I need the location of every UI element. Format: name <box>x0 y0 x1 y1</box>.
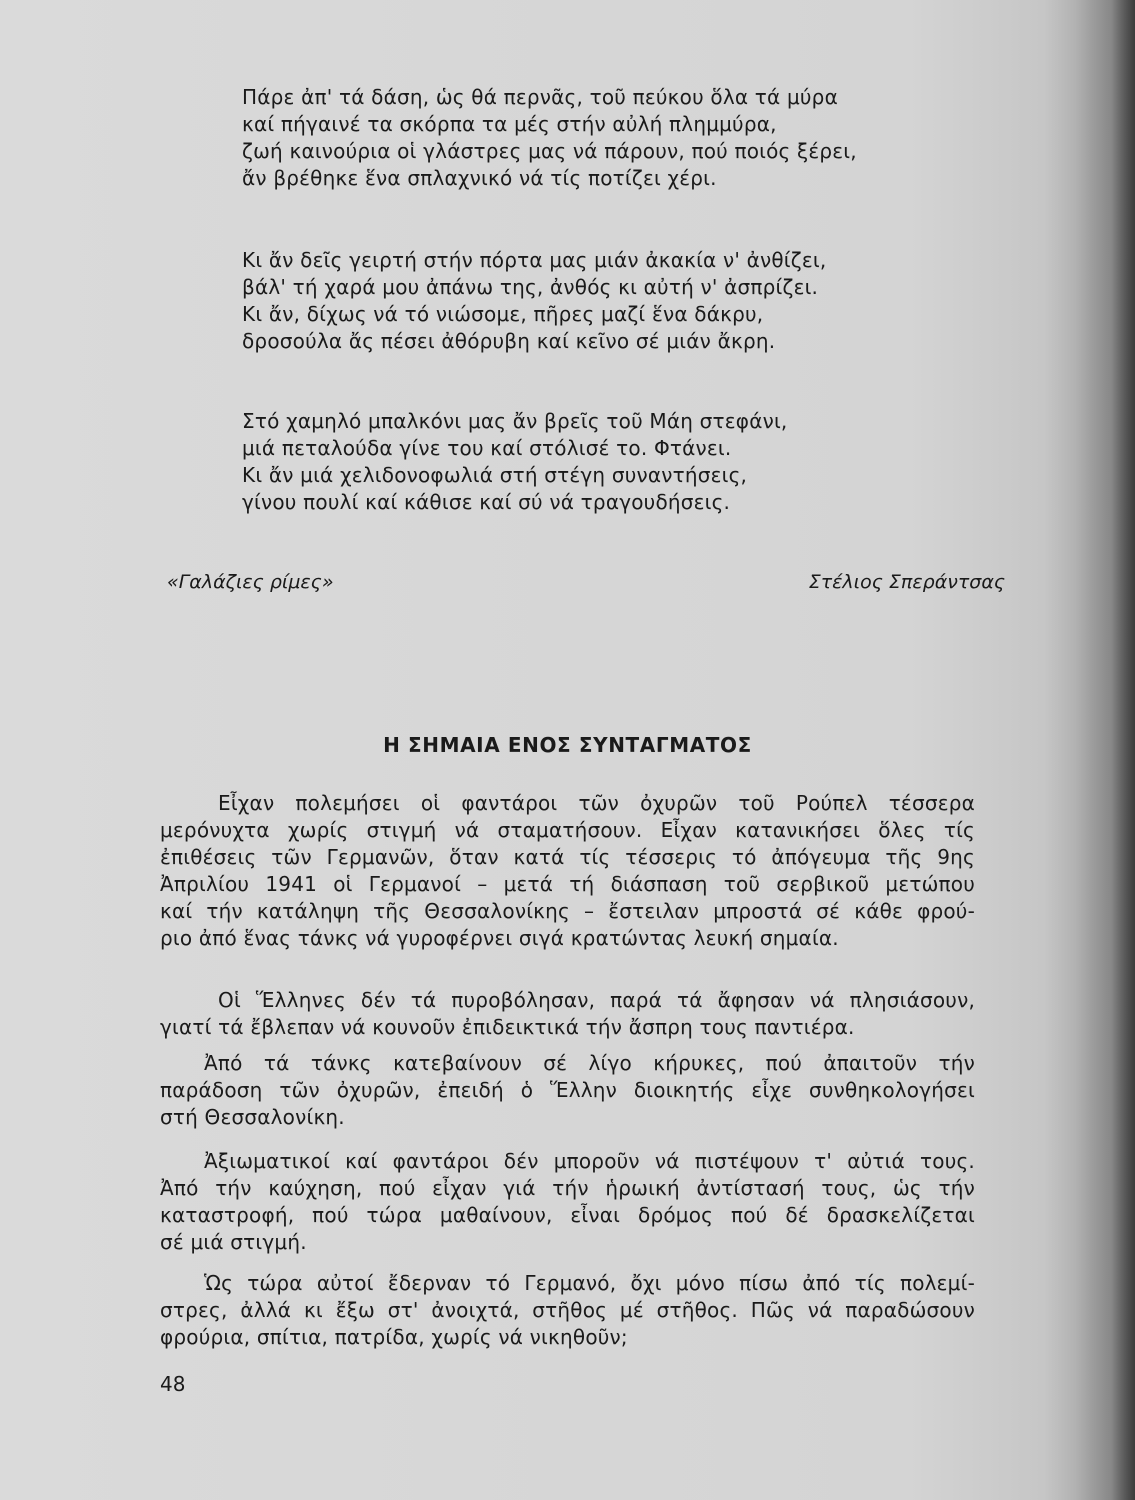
poem-line: ἄν βρέθηκε ἕνα σπλαχνικό νά τίς ποτίζει χέρι. <box>242 166 717 190</box>
prose-line: Ἀπριλίου 1941 οἱ Γερμανοί – μετά τή διάσπαση τοῦ σερβικοῦ μετώπου <box>160 872 975 896</box>
poem-line: Κι ἄν, δίχως νά τό νιώσομε, πῆρες μαζί ἕνα δάκρυ, <box>242 302 764 326</box>
prose-line: παράδοση τῶν ὀχυρῶν, ἐπειδή ὁ Ἕλλην διοικητής εἶχε συνθηκολογήσει <box>160 1078 975 1102</box>
poem-line: δροσούλα ἄς πέσει ἀθόρυβη καί κεῖνο σέ μιάν ἄκρη. <box>242 329 776 353</box>
prose-line: Εἶχαν πολεμήσει οἱ φαντάροι τῶν ὀχυρῶν τοῦ Ρούπελ τέσσερα <box>218 791 975 815</box>
poem-line: καί πήγαινέ τα σκόρπα τα μές στήν αὐλή πλημμύρα, <box>242 112 777 136</box>
poem-source: «Γαλάζιες ρίμες» <box>167 571 334 593</box>
prose-line: Οἱ Ἕλληνες δέν τά πυροβόλησαν, παρά τά ἄφησαν νά πλησιάσουν, <box>218 988 975 1012</box>
prose-line: σέ μιά στιγμή. <box>160 1230 307 1254</box>
prose-line: φρούρια, σπίτια, πατρίδα, χωρίς νά νικηθοῦν; <box>160 1325 628 1349</box>
prose-line: Ἀπό τήν καύχηση, πού εἶχαν γιά τήν ἡρωική ἀντίστασή τους, ὡς τήν <box>160 1176 975 1200</box>
poem-line: Στό χαμηλό μπαλκόνι μας ἄν βρεῖς τοῦ Μάη στεφάνι, <box>242 409 788 433</box>
prose-line: Ὡς τώρα αὐτοί ἔδερναν τό Γερμανό, ὄχι μόνο πίσω ἀπό τίς πολεμί- <box>204 1271 975 1295</box>
prose-line: καί τήν κατάληψη τῆς Θεσσαλονίκης – ἔστειλαν μπροστά σέ κάθε φρού- <box>160 899 975 923</box>
poem-line: μιά πεταλούδα γίνε του καί στόλισέ το. Φτάνει. <box>242 436 732 460</box>
poem-stanza-1 <box>242 84 982 192</box>
poem-line: ζωή καινούρια οἱ γλάστρες μας νά πάρουν, πού ποιός ξέρει, <box>242 139 857 163</box>
poem-stanza-2 <box>242 247 982 355</box>
article-paragraph-5 <box>160 1270 975 1351</box>
prose-line: γιατί τά ἔβλεπαν νά κουνοῦν ἐπιδεικτικά τήν ἄσπρη τους παντιέρα. <box>160 1015 855 1039</box>
poem-author: Στέλιος Σπεράντσας <box>808 571 1005 593</box>
page-gutter-shadow <box>1075 0 1135 1500</box>
poem-line: βάλ' τή χαρά μου ἀπάνω της, ἀνθός κι αὐτή ν' ἀσπρίζει. <box>242 275 819 299</box>
article-paragraph-3 <box>160 1050 975 1131</box>
page-number: 48 <box>160 1372 186 1396</box>
poem-line: Κι ἄν δεῖς γειρτή στήν πόρτα μας μιάν ἀκακία ν' ἀνθίζει, <box>242 248 827 272</box>
prose-line: Ἀπό τά τάνκς κατεβαίνουν σέ λίγο κήρυκες, πού ἀπαιτοῦν τήν <box>204 1051 975 1075</box>
poem-stanza-3 <box>242 408 982 516</box>
article-heading: Η ΣΗΜΑΙΑ ΕΝΟΣ ΣΥΝΤΑΓΜΑΤΟΣ <box>383 733 752 757</box>
poem-line: γίνου πουλί καί κάθισε καί σύ νά τραγουδήσεις. <box>242 490 731 514</box>
article-paragraph-4 <box>160 1148 975 1256</box>
prose-line: ριο ἀπό ἕνας τάνκς νά γυροφέρνει σιγά κρατώντας λευκή σημαία. <box>160 926 839 950</box>
prose-line: καταστροφή, πού τώρα μαθαίνουν, εἶναι δρόμος πού δέ δρασκελίζεται <box>160 1203 975 1227</box>
article-paragraph-2 <box>160 987 975 1041</box>
prose-line: ἐπιθέσεις τῶν Γερμανῶν, ὅταν κατά τίς τέσσερις τό ἀπόγευμα τῆς 9ης <box>160 845 975 869</box>
prose-line: μερόνυχτα χωρίς στιγμή νά σταματήσουν. Εἶχαν κατανικήσει ὅλες τίς <box>160 818 975 842</box>
prose-line: στρες, ἀλλά κι ἔξω στ' ἀνοιχτά, στῆθος μέ στῆθος. Πῶς νά παραδώσουν <box>160 1298 975 1322</box>
prose-line: Ἀξιωματικοί καί φαντάροι δέν μποροῦν νά πιστέψουν τ' αὐτιά τους. <box>204 1149 975 1173</box>
prose-line: στή Θεσσαλονίκη. <box>160 1105 345 1129</box>
poem-line: Πάρε ἀπ' τά δάση, ὡς θά περνᾶς, τοῦ πεύκου ὅλα τά μύρα <box>242 85 838 109</box>
article-paragraph-1 <box>160 790 975 952</box>
poem-line: Κι ἄν μιά χελιδονοφωλιά στή στέγη συναντήσεις, <box>242 463 748 487</box>
